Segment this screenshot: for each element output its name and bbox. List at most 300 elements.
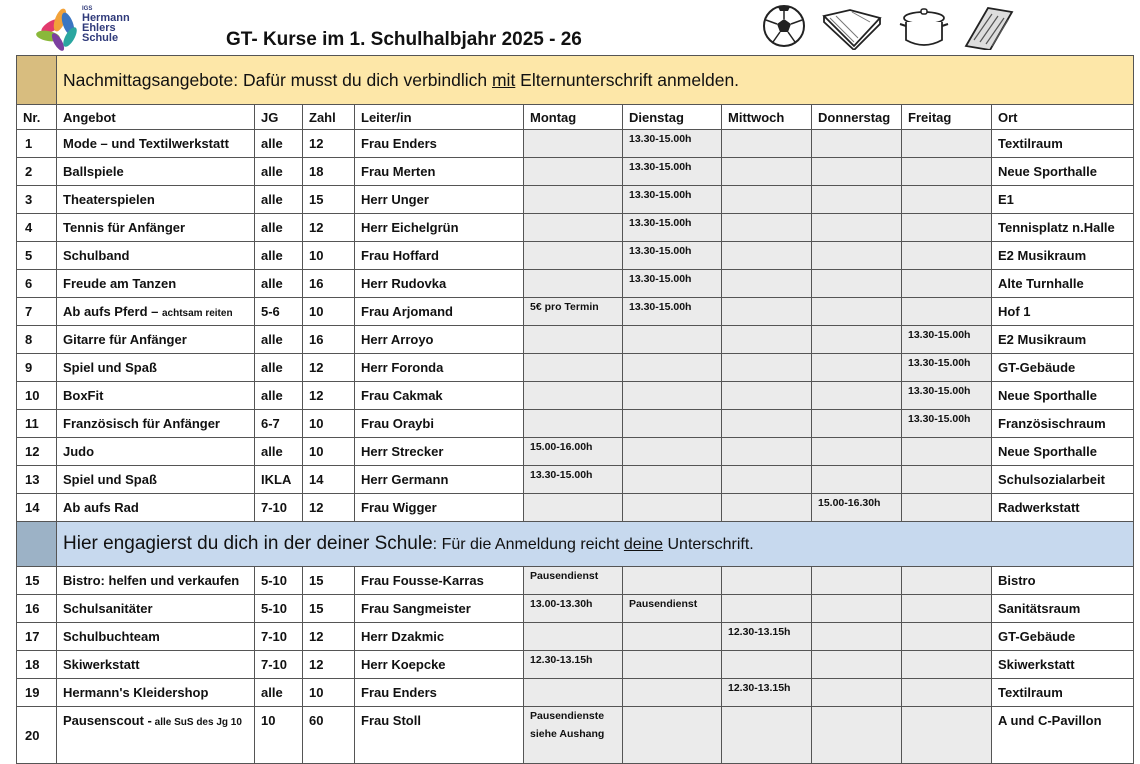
montag-text: 5€ pro Termin [530, 301, 599, 313]
cell-jg: alle [255, 679, 303, 707]
cell-jg: 5-6 [255, 298, 303, 326]
cell-leiter: Frau Stoll [355, 707, 524, 764]
column-header-montag: Montag [524, 105, 623, 130]
cell-angebot [57, 186, 255, 214]
cell-leiter: Frau Enders [355, 679, 524, 707]
cell-donnerstag [812, 707, 902, 764]
cell-montag [524, 567, 623, 595]
cell-freitag [902, 130, 992, 158]
cell-donnerstag [812, 354, 902, 382]
cell-leiter: Frau Cakmak [355, 382, 524, 410]
cell-jg: alle [255, 326, 303, 354]
montag-text: Pausendienste [530, 710, 605, 722]
cell-angebot [57, 354, 255, 382]
cell-jg: alle [255, 186, 303, 214]
cell-freitag [902, 494, 992, 522]
cell-nr: 19 [17, 679, 57, 707]
cell-mittwoch [722, 270, 812, 298]
cell-zahl: 10 [303, 410, 355, 438]
angebot-text: Spiel und Spaß [63, 360, 157, 375]
cell-nr: 13 [17, 466, 57, 494]
cell-leiter: Frau Hoffard [355, 242, 524, 270]
banner1-text-before: Nachmittagsangebote: Dafür musst du dich verbindlich [63, 69, 492, 90]
cell-leiter: Herr Koepcke [355, 651, 524, 679]
cell-angebot [57, 158, 255, 186]
banner-afternoon-offers [17, 56, 1134, 105]
cell-angebot [57, 651, 255, 679]
book-icon [824, 10, 880, 50]
cell-montag [524, 270, 623, 298]
logo-line-ehlers: Ehlers [82, 22, 116, 34]
cell-zahl: 12 [303, 354, 355, 382]
cell-zahl: 12 [303, 214, 355, 242]
cell-montag [524, 158, 623, 186]
cell-zahl: 18 [303, 158, 355, 186]
cell-leiter: Frau Oraybi [355, 410, 524, 438]
cell-freitag [902, 158, 992, 186]
cell-freitag [902, 270, 992, 298]
cell-nr: 18 [17, 651, 57, 679]
cell-dienstag [623, 438, 722, 466]
cell-zahl: 16 [303, 326, 355, 354]
cell-mittwoch [722, 130, 812, 158]
banner-corner [17, 522, 57, 567]
cell-ort: Radwerkstatt [992, 494, 1134, 522]
angebot-text: Schulbuchteam [63, 629, 160, 644]
cell-dienstag [623, 679, 722, 707]
angebot-text: Gitarre für Anfänger [63, 332, 187, 347]
soccer-ball-icon [764, 6, 804, 46]
cell-freitag [902, 466, 992, 494]
cell-nr: 9 [17, 354, 57, 382]
cell-leiter: Frau Fousse-Karras [355, 567, 524, 595]
cell-freitag [902, 214, 992, 242]
cell-nr: 14 [17, 494, 57, 522]
cell-ort: E2 Musikraum [992, 242, 1134, 270]
cell-nr: 17 [17, 623, 57, 651]
cell-mittwoch [722, 707, 812, 764]
cell-dienstag [623, 466, 722, 494]
table-header-row [17, 105, 1134, 130]
cell-zahl: 12 [303, 130, 355, 158]
banner2-small-after: Unterschrift. [663, 536, 754, 553]
column-header-ort: Ort [992, 105, 1134, 130]
table-row [17, 466, 1134, 494]
cell-donnerstag [812, 326, 902, 354]
cell-ort: GT-Gebäude [992, 354, 1134, 382]
cell-mittwoch [722, 326, 812, 354]
montag-text: 13.30-15.00h [530, 469, 593, 481]
cell-leiter: Frau Wigger [355, 494, 524, 522]
cell-donnerstag [812, 298, 902, 326]
cell-freitag [902, 438, 992, 466]
cell-zahl: 12 [303, 651, 355, 679]
cell-dienstag: 13.30-15.00h [623, 130, 722, 158]
cell-zahl: 15 [303, 595, 355, 623]
cell-nr: 8 [17, 326, 57, 354]
cell-dienstag [623, 567, 722, 595]
table-row [17, 354, 1134, 382]
angebot-text: Schulsanitäter [63, 601, 153, 616]
cell-donnerstag [812, 130, 902, 158]
cell-freitag [902, 242, 992, 270]
cell-jg: 10 [255, 707, 303, 764]
cell-nr: 1 [17, 130, 57, 158]
montag-text: 13.00-13.30h [530, 598, 593, 610]
cell-mittwoch [722, 242, 812, 270]
cell-freitag [902, 186, 992, 214]
logo-line-hermann: Hermann [82, 12, 130, 24]
cell-leiter: Herr Germann [355, 466, 524, 494]
table-row [17, 651, 1134, 679]
montag-text-2: siehe Aushang [530, 728, 605, 740]
cell-nr: 7 [17, 298, 57, 326]
cell-nr: 15 [17, 567, 57, 595]
cell-montag [524, 707, 623, 764]
cell-jg: 5-10 [255, 567, 303, 595]
cell-jg: 7-10 [255, 494, 303, 522]
banner1-text-after: Elternunterschrift anmelden. [515, 69, 740, 90]
column-header-nr: Nr. [17, 105, 57, 130]
table-row [17, 623, 1134, 651]
montag-text: Pausendienst [530, 570, 599, 582]
table-row [17, 242, 1134, 270]
cell-jg: alle [255, 242, 303, 270]
angebot-text: Bistro: helfen und verkaufen [63, 573, 240, 588]
cell-donnerstag [812, 214, 902, 242]
cell-montag [524, 494, 623, 522]
cell-zahl: 12 [303, 494, 355, 522]
cell-ort: Tennisplatz n.Halle [992, 214, 1134, 242]
cell-freitag: 13.30-15.00h [902, 354, 992, 382]
banner-afternoon-text [57, 56, 1134, 105]
angebot-text: Pausenscout - [63, 713, 152, 728]
cell-leiter: Herr Strecker [355, 438, 524, 466]
cell-donnerstag [812, 466, 902, 494]
table-row [17, 130, 1134, 158]
cell-ort: Textilraum [992, 130, 1134, 158]
cell-ort: Neue Sporthalle [992, 438, 1134, 466]
cell-freitag [902, 298, 992, 326]
cell-zahl: 10 [303, 438, 355, 466]
cell-nr: 11 [17, 410, 57, 438]
cell-dienstag: 13.30-15.00h [623, 158, 722, 186]
cell-montag [524, 623, 623, 651]
cell-jg: IKLA [255, 466, 303, 494]
cell-mittwoch [722, 466, 812, 494]
cell-angebot [57, 679, 255, 707]
cell-nr: 4 [17, 214, 57, 242]
cell-montag [524, 382, 623, 410]
column-header-zahl: Zahl [303, 105, 355, 130]
cell-leiter: Frau Merten [355, 158, 524, 186]
cell-jg: 6-7 [255, 410, 303, 438]
table-row [17, 214, 1134, 242]
cell-mittwoch [722, 214, 812, 242]
angebot-text: Ballspiele [63, 164, 124, 179]
cell-donnerstag [812, 623, 902, 651]
angebot-text: Freude am Tanzen [63, 276, 177, 291]
cell-nr: 12 [17, 438, 57, 466]
cell-dienstag [623, 494, 722, 522]
cell-freitag: 13.30-15.00h [902, 326, 992, 354]
cell-angebot [57, 242, 255, 270]
cell-donnerstag: 15.00-16.30h [812, 494, 902, 522]
cell-angebot [57, 623, 255, 651]
montag-text: 12.30-13.15h [530, 654, 593, 666]
table-row [17, 270, 1134, 298]
banner-engagement-text [57, 522, 1134, 567]
angebot-text: Hermann's Kleidershop [63, 685, 209, 700]
cell-freitag [902, 679, 992, 707]
cell-mittwoch [722, 298, 812, 326]
cell-jg: alle [255, 382, 303, 410]
cell-jg: 7-10 [255, 651, 303, 679]
cell-nr: 16 [17, 595, 57, 623]
cell-angebot [57, 595, 255, 623]
cell-donnerstag [812, 438, 902, 466]
cell-leiter: Frau Arjomand [355, 298, 524, 326]
film-strip-icon [966, 8, 1012, 50]
cell-mittwoch [722, 158, 812, 186]
cell-zahl: 10 [303, 298, 355, 326]
cell-montag [524, 354, 623, 382]
cell-leiter: Herr Rudovka [355, 270, 524, 298]
banner2-small-underline: deine [623, 536, 664, 553]
cell-freitag: 13.30-15.00h [902, 382, 992, 410]
cell-freitag [902, 595, 992, 623]
cell-montag [524, 186, 623, 214]
cell-zahl: 60 [303, 707, 355, 764]
cell-donnerstag [812, 186, 902, 214]
cell-angebot [57, 298, 255, 326]
cell-ort: Alte Turnhalle [992, 270, 1134, 298]
angebot-text: Schulband [63, 248, 130, 263]
cell-dienstag [623, 354, 722, 382]
banner-school-engagement [17, 522, 1134, 567]
cell-angebot [57, 438, 255, 466]
cell-dienstag [623, 651, 722, 679]
table-row [17, 410, 1134, 438]
cell-donnerstag [812, 595, 902, 623]
cell-dienstag: Pausendienst [623, 595, 722, 623]
cell-angebot [57, 130, 255, 158]
cell-montag [524, 326, 623, 354]
cell-jg: alle [255, 158, 303, 186]
column-header-freitag: Freitag [902, 105, 992, 130]
cell-nr: 5 [17, 242, 57, 270]
cell-donnerstag [812, 679, 902, 707]
cell-jg: alle [255, 214, 303, 242]
table-row [17, 298, 1134, 326]
cell-donnerstag [812, 651, 902, 679]
angebot-subtext: alle SuS des Jg 10 [151, 717, 242, 728]
cell-ort: E1 [992, 186, 1134, 214]
cell-leiter: Frau Sangmeister [355, 595, 524, 623]
cell-angebot [57, 707, 255, 764]
cell-mittwoch [722, 410, 812, 438]
cell-jg: alle [255, 130, 303, 158]
cooking-pot-icon [900, 9, 948, 45]
cell-donnerstag [812, 382, 902, 410]
cell-leiter: Herr Unger [355, 186, 524, 214]
cell-mittwoch: 12.30-13.15h [722, 679, 812, 707]
cell-leiter: Frau Enders [355, 130, 524, 158]
course-table [16, 55, 1134, 764]
cell-mittwoch [722, 354, 812, 382]
cell-zahl: 10 [303, 679, 355, 707]
cell-ort: Neue Sporthalle [992, 158, 1134, 186]
cell-angebot [57, 567, 255, 595]
cell-dienstag: 13.30-15.00h [623, 186, 722, 214]
cell-mittwoch [722, 567, 812, 595]
cell-zahl: 12 [303, 623, 355, 651]
cell-ort: Französischraum [992, 410, 1134, 438]
table-row [17, 326, 1134, 354]
cell-donnerstag [812, 242, 902, 270]
cell-montag [524, 651, 623, 679]
cell-zahl: 16 [303, 270, 355, 298]
angebot-text: Judo [63, 444, 95, 459]
cell-zahl: 15 [303, 186, 355, 214]
cell-donnerstag [812, 567, 902, 595]
table-row [17, 595, 1134, 623]
cell-dienstag [623, 623, 722, 651]
page-title: GT- Kurse im 1. Schulhalbjahr 2025 - 26 [226, 29, 582, 50]
table-row [17, 186, 1134, 214]
cell-nr: 20 [17, 707, 57, 764]
cell-ort: Skiwerkstatt [992, 651, 1134, 679]
cell-nr: 10 [17, 382, 57, 410]
angebot-text: Skiwerkstatt [63, 657, 140, 672]
cell-leiter: Herr Foronda [355, 354, 524, 382]
cell-jg: alle [255, 270, 303, 298]
cell-leiter: Herr Arroyo [355, 326, 524, 354]
logo-petals-icon [35, 7, 79, 53]
cell-jg: alle [255, 354, 303, 382]
table-row [17, 567, 1134, 595]
cell-freitag [902, 707, 992, 764]
cell-ort: Schulsozialarbeit [992, 466, 1134, 494]
cell-donnerstag [812, 158, 902, 186]
cell-dienstag: 13.30-15.00h [623, 270, 722, 298]
cell-dienstag: 13.30-15.00h [623, 242, 722, 270]
cell-angebot [57, 494, 255, 522]
cell-leiter: Herr Eichelgrün [355, 214, 524, 242]
angebot-text: Ab aufs Rad [63, 500, 139, 515]
cell-montag [524, 679, 623, 707]
table-row [17, 707, 1134, 764]
banner2-small-before: : Für die Anmeldung reicht [432, 536, 624, 553]
cell-ort: E2 Musikraum [992, 326, 1134, 354]
angebot-text: Spiel und Spaß [63, 472, 157, 487]
column-header-angebot: Angebot [57, 105, 255, 130]
cell-nr: 3 [17, 186, 57, 214]
cell-montag [524, 466, 623, 494]
angebot-text: BoxFit [63, 388, 104, 403]
cell-mittwoch [722, 651, 812, 679]
cell-montag [524, 438, 623, 466]
cell-montag [524, 298, 623, 326]
logo-line-schule: Schule [82, 32, 119, 44]
header-icons [760, 2, 1020, 50]
logo-text [82, 6, 130, 43]
cell-mittwoch [722, 494, 812, 522]
table-row [17, 382, 1134, 410]
cell-ort: Hof 1 [992, 298, 1134, 326]
cell-montag [524, 130, 623, 158]
cell-freitag: 13.30-15.00h [902, 410, 992, 438]
cell-mittwoch [722, 595, 812, 623]
cell-ort: Bistro [992, 567, 1134, 595]
banner1-text-underline: mit [491, 69, 516, 90]
montag-text: 15.00-16.00h [530, 441, 593, 453]
cell-angebot [57, 270, 255, 298]
cell-dienstag [623, 410, 722, 438]
cell-ort: Textilraum [992, 679, 1134, 707]
angebot-text: Theaterspielen [63, 192, 155, 207]
cell-montag [524, 595, 623, 623]
angebot-text: Mode – und Textilwerkstatt [63, 136, 229, 151]
table-row [17, 438, 1134, 466]
cell-ort: Neue Sporthalle [992, 382, 1134, 410]
cell-leiter: Herr Dzakmic [355, 623, 524, 651]
cell-ort: GT-Gebäude [992, 623, 1134, 651]
cell-mittwoch [722, 382, 812, 410]
table-row [17, 158, 1134, 186]
cell-jg: 5-10 [255, 595, 303, 623]
table-row [17, 679, 1134, 707]
angebot-text: Tennis für Anfänger [63, 220, 186, 235]
cell-zahl: 15 [303, 567, 355, 595]
cell-mittwoch: 12.30-13.15h [722, 623, 812, 651]
angebot-text: Ab aufs Pferd – [63, 304, 162, 319]
logo-line-igs: IGS [82, 6, 93, 12]
cell-freitag [902, 623, 992, 651]
cell-angebot [57, 410, 255, 438]
cell-nr: 6 [17, 270, 57, 298]
cell-freitag [902, 651, 992, 679]
cell-jg: alle [255, 438, 303, 466]
cell-dienstag [623, 382, 722, 410]
cell-donnerstag [812, 270, 902, 298]
cell-zahl: 10 [303, 242, 355, 270]
cell-angebot [57, 466, 255, 494]
cell-mittwoch [722, 186, 812, 214]
cell-montag [524, 242, 623, 270]
cell-freitag [902, 567, 992, 595]
column-header-leiter: Leiter/in [355, 105, 524, 130]
table-row [17, 494, 1134, 522]
cell-zahl: 14 [303, 466, 355, 494]
cell-angebot [57, 382, 255, 410]
angebot-subtext: achtsam reiten [161, 308, 233, 319]
banner2-big-text: Hier engagierst du dich in der deiner Schule [63, 533, 433, 554]
cell-ort: Sanitätsraum [992, 595, 1134, 623]
cell-dienstag [623, 707, 722, 764]
banner-corner [17, 56, 57, 105]
cell-dienstag: 13.30-15.00h [623, 214, 722, 242]
cell-angebot [57, 214, 255, 242]
angebot-text: Französisch für Anfänger [63, 416, 220, 431]
column-header-jg: JG [255, 105, 303, 130]
column-header-donnerstag: Donnerstag [812, 105, 902, 130]
cell-dienstag: 13.30-15.00h [623, 298, 722, 326]
column-header-dienstag: Dienstag [623, 105, 722, 130]
cell-zahl: 12 [303, 382, 355, 410]
cell-angebot [57, 326, 255, 354]
cell-dienstag [623, 326, 722, 354]
